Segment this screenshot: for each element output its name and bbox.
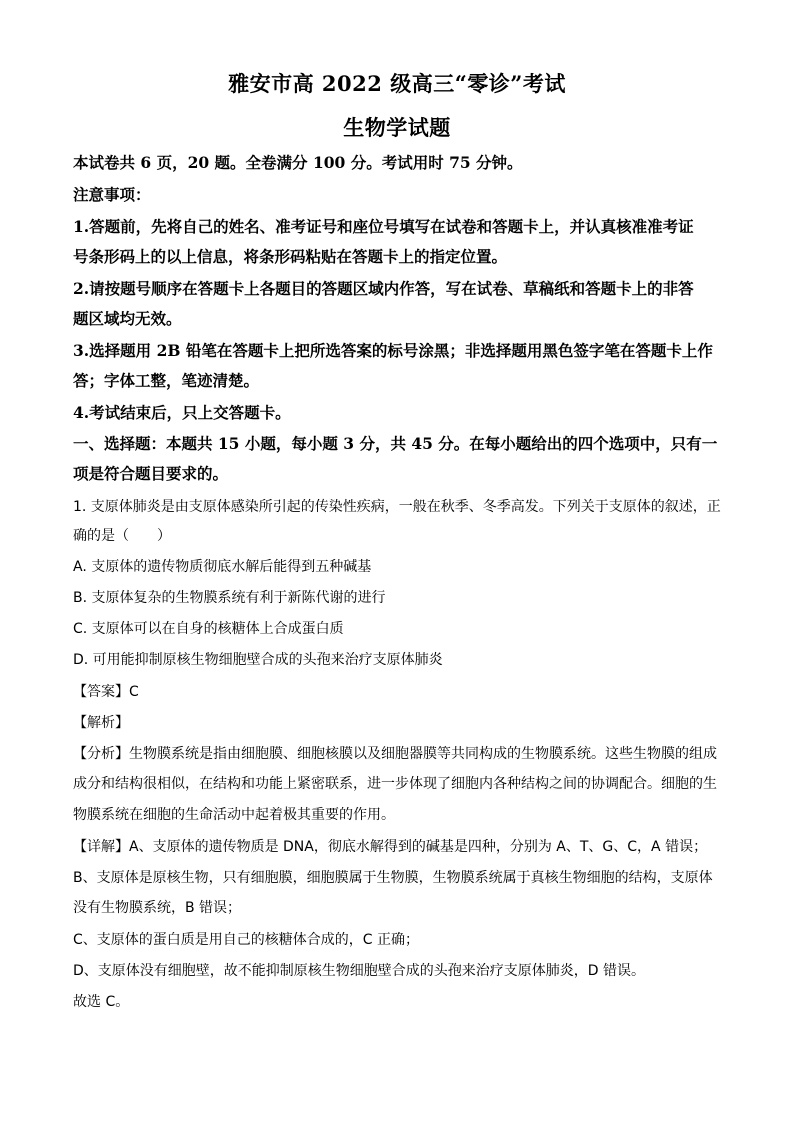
question-1-xiangjie-line-4: C、支原体的蛋白质是用自己的核糖体合成的，C 正确； [73, 932, 419, 948]
question-1-fenxi-line-1: 【分析】生物膜系统是指由细胞膜、细胞核膜以及细胞器膜等共同构成的生物膜系统。这些生物膜的组成 [73, 746, 717, 762]
notes-heading: 注意事项： [73, 185, 151, 204]
question-1-conclusion: 故选 C。 [73, 994, 130, 1010]
note-3-line-2: 答；字体工整，笔迹清楚。 [73, 371, 260, 390]
note-1-line-1: 1.答题前，先将自己的姓名、准考证号和座位号填写在试卷和答题卡上，并认真核准准考证 [73, 217, 694, 236]
question-1-xiangjie-line-2: B、支原体是原核生物，只有细胞膜，细胞膜属于生物膜，生物膜系统属于真核生物细胞的结构，支原体 [73, 870, 713, 886]
question-1-fenxi-line-2: 成分和结构很相似，在结构和功能上紧密联系，进一步体现了细胞内各种结构之间的协调配合。细胞的生 [73, 776, 717, 792]
exam-title: 雅安市高 2022 级高三“零诊”考试 [228, 71, 566, 96]
section-1-heading-line-2: 项是符合题目要求的。 [73, 464, 229, 483]
question-1-fenxi-line-3: 物膜系统在细胞的生命活动中起着极其重要的作用。 [73, 807, 395, 823]
question-1-stem-line-1: 1. 支原体肺炎是由支原体感染所引起的传染性疾病，一般在秋季、冬季高发。下列关于支原体的叙述，正 [73, 499, 721, 515]
note-1-line-2: 号条形码上的以上信息，将条形码粘贴在答题卡上的指定位置。 [73, 247, 508, 266]
section-1-heading-line-1: 一、选择题：本题共 15 小题，每小题 3 分，共 45 分。在每小题给出的四个选项中，只有一 [73, 434, 718, 453]
question-1-option-b: B. 支原体复杂的生物膜系统有利于新陈代谢的进行 [73, 590, 386, 606]
note-2-line-1: 2.请按题号顺序在答题卡上各题目的答题区域内作答，写在试卷、草稿纸和答题卡上的非答 [73, 279, 694, 298]
note-2-line-2: 题区域均无效。 [73, 309, 182, 328]
question-1-option-d: D. 可用能抑制原核生物细胞壁合成的头孢来治疗支原体肺炎 [73, 652, 443, 668]
note-3-line-1: 3.选择题用 2B 铅笔在答题卡上把所选答案的标号涂黑；非选择题用黑色签字笔在答题卡上作 [73, 341, 713, 360]
question-1-analysis-heading: 【解析】 [73, 715, 129, 731]
question-1-stem-line-2: 确的是（ ） [73, 528, 171, 544]
exam-summary: 本试卷共 6 页，20 题。全卷满分 100 分。考试用时 75 分钟。 [73, 153, 523, 172]
note-4: 4.考试结束后，只上交答题卡。 [73, 403, 291, 422]
question-1-option-c: C. 支原体可以在自身的核糖体上合成蛋白质 [73, 621, 344, 637]
question-1-option-a: A. 支原体的遗传物质彻底水解后能得到五种碱基 [73, 559, 372, 575]
question-1-xiangjie-line-1: 【详解】A、支原体的遗传物质是 DNA，彻底水解得到的碱基是四种，分别为 A、T、G、C，A 错误； [73, 839, 708, 855]
question-1-answer: 【答案】C [73, 684, 139, 700]
question-1-xiangjie-line-5: D、支原体没有细胞壁，故不能抑制原核生物细胞壁合成的头孢来治疗支原体肺炎，D 错误。 [73, 963, 646, 979]
exam-subtitle: 生物学试题 [343, 115, 451, 140]
question-1-xiangjie-line-3: 没有生物膜系统，B 错误； [73, 900, 242, 916]
